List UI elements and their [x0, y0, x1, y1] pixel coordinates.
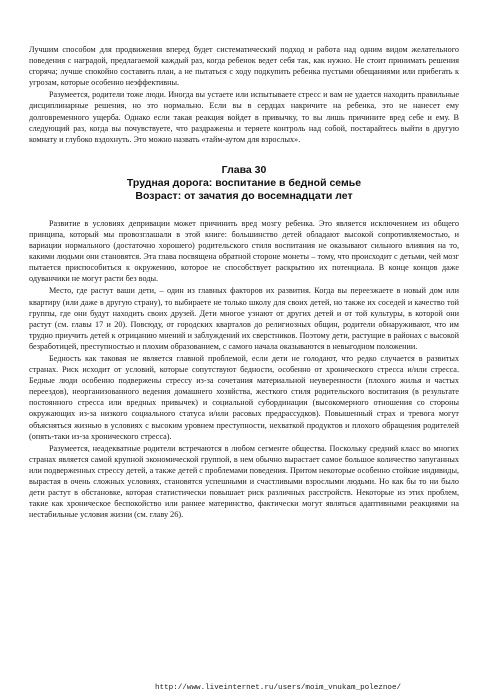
- footer-url-watermark: http://www.liveinternet.ru/users/moim_vnukam_poleznoe/: [155, 684, 402, 692]
- chapter-heading: [29, 164, 459, 203]
- intro-paragraph-2: Разумеется, родители тоже люди. Иногда вы устаете или испытываете стресс и вам не удается находить правильные дисциплинарные решения, но это нормально. Если вы в сердцах накричите на ребенка, это не нанесет ему долговременного ущерба. Однако если такая реакция войдет в привычку, то вы лишь причините вред себе и ему. В следующий раз, когда вы почувствуете, что раздражены и теряете контроль над собой, постарайтесь выйти в другую комнату и глубоко вздохнуть. Это можно назвать «тайм-аутом для взрослых».: [29, 90, 459, 144]
- body-paragraph-4: Разумеется, неадекватные родители встречаются в любом сегменте общества. Поскольку средний класс во многих странах является самой крупной экономической группой, в нем обычно вырастает самое большое количество запуганных или подверженных стрессу детей, а также детей с проблемами поведения. Притом некоторые особенно стойкие индивиды, вырастая в очень сложных условиях, становятся успешными и счастливыми взрослыми людьми. Но как бы то ни было дети растут в обстановке, которая статистически повышает риск различных расстройств. Некоторые из этих проблем, такие как хроническое беспокойство или раннее материнство, фактически могут являться адаптивными реакциями на нестабильные условия жизни (см. главу 26).: [29, 443, 459, 520]
- intro-paragraph-1: Лучшим способом для продвижения вперед будет систематический подход и работа над одним видом желательного поведения с наградой, предлагаемой каждый раз, когда ребенок ведет себя так, как нужно. Не стоит принимать решения сгоряча; лучше спокойно составить план, а не пытаться с ходу подкупить ребенка пустыми обещаниями или прибегать к угрозам, которые особенно неэффективны.: [29, 45, 459, 88]
- chapter-title: Трудная дорога: воспитание в бедной семье: [126, 176, 362, 189]
- chapter-number: Глава 30: [221, 163, 267, 176]
- body-paragraph-2: Место, где растут ваши дети, – один из главных факторов их развития. Когда вы переезжаете в новый дом или квартиру (или даже в другую страну), то выбираете не только школу для своих детей, но также их соседей и качество той группы, где они будут находить своих друзей. Дети многое узнают от других детей и от той культуры, в которой они растут (см. главы 17 и 20). Повсюду, от городских кварталов до религиозных общин, родители обнаруживают, что им трудно приучить детей к отрицанию мнений и заблуждений их сверстников. Поэтому дети, растущие в районах с высокой безработицей, преступностью и плохим образованием, с самого начала оказываются в невыгодном положении.: [29, 286, 459, 351]
- body-paragraph-1: Развитие в условиях депривации может причинить вред мозгу ребенка. Это является исключением из общего принципа, который мы провозглашали в этой книге: большинство детей обладают высокой сопротивляемостью, и вариации нормального (достаточно хорошего) родительского стиля воспитания не оказывают сильного влияния на то, какими людьми они становятся. Эта глава посвящена обратной стороне монеты – тому, что происходит с детьми, чей мозг пытается приспособиться к окружению, которое не способствует раскрытию их потенциала. В конце концов даже одуванчики не могут расти без воды.: [29, 218, 459, 284]
- chapter-subtitle: Возраст: от зачатия до восемнадцати лет: [135, 189, 353, 202]
- page-content: [29, 44, 459, 520]
- body-paragraph-3: Бедность как таковая не является главной проблемой, если дети не голодают, что редко случается в развитых странах. Риск исходит от условий, которые сопутствуют бедности, особенно от хронического стресса и/или стресса. Бедные люди особенно подвержены стрессу из-за сочетания материальной неуверенности (плохого жилья и частых переездов), неорганизованного ведения домашнего хозяйства, жесткого стиля родительского воспитания (в результате постоянного стресса или вредных привычек) и социальной субординации (высокомерного отношения со стороны окружающих из-за низкого социального статуса и/или расовых предрассудков). Повышенный страх и тревога могут объясняться жизнью в условиях с высоким уровнем преступности, нехваткой продуктов и плохого обращения родителей (опять-таки из-за хронического стресса).: [29, 353, 459, 441]
